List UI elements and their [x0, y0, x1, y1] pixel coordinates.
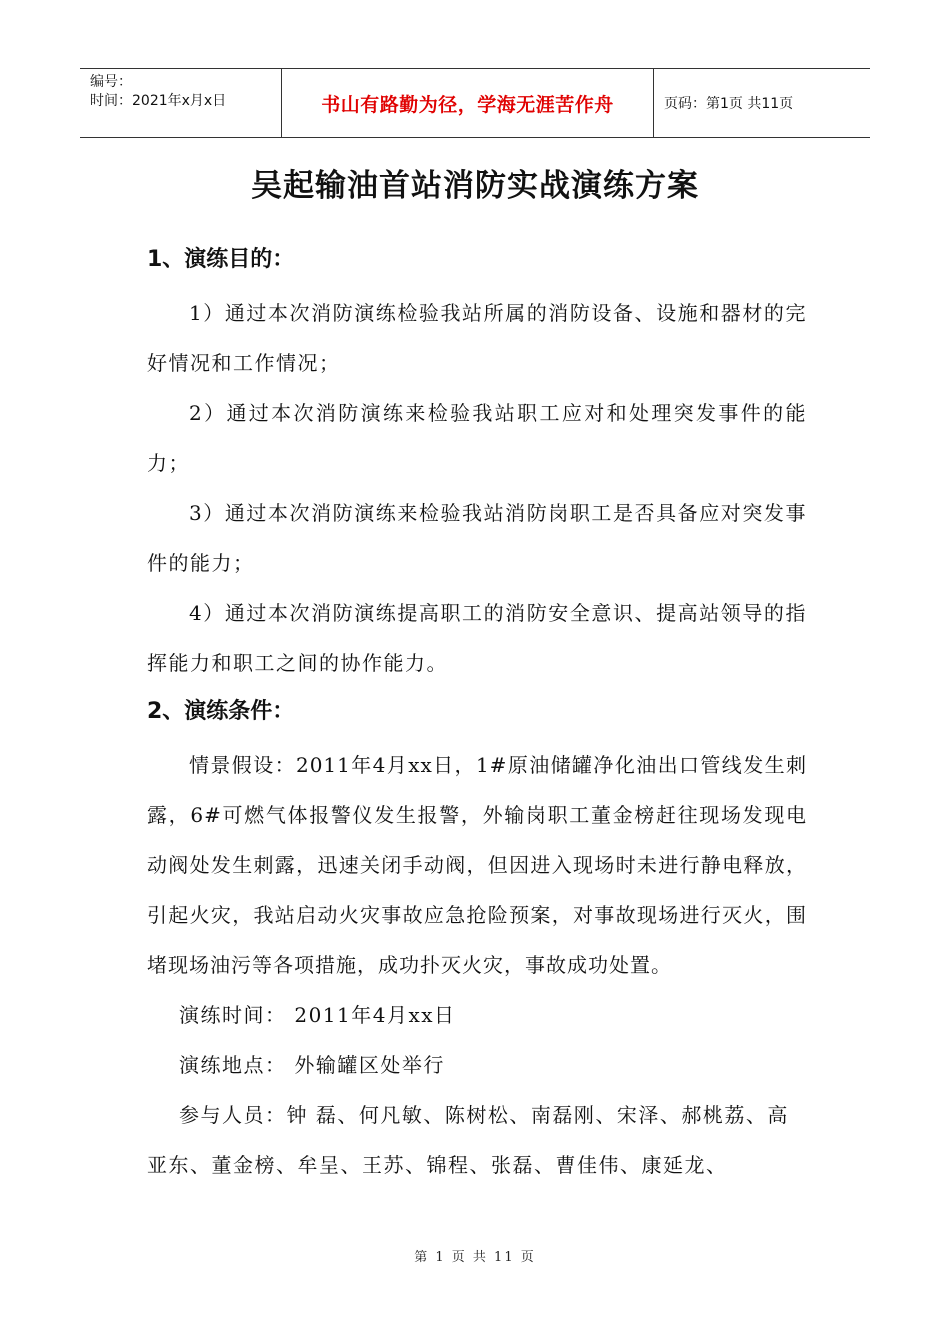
purpose-item-4: 4）通过本次消防演练提高职工的消防安全意识、提高站领导的指挥能力和职工之间的协作能力。	[147, 601, 807, 675]
document-number-label: 编号：	[90, 74, 132, 90]
section-1-heading: 1、演练目的：	[147, 247, 295, 272]
document-header	[80, 68, 870, 138]
purpose-item-2: 2）通过本次消防演练来检验我站职工应对和处理突发事件的能力；	[147, 401, 807, 475]
drill-time: 演练时间： 2011年4月xx日	[179, 1003, 456, 1027]
page-footer: 第 1 页 共 11 页	[414, 1250, 536, 1265]
document-time-label: 时间：2021年x月x日	[90, 93, 227, 109]
header-motto: 书山有路勤为径，学海无涯苦作舟	[282, 69, 654, 137]
drill-location: 演练地点： 外输罐区处举行	[179, 1053, 445, 1077]
purpose-item-1: 1）通过本次消防演练检验我站所属的消防设备、设施和器材的完好情况和工作情况；	[147, 301, 807, 375]
header-meta	[80, 69, 282, 137]
purpose-item-3: 3）通过本次消防演练来检验我站消防岗职工是否具备应对突发事件的能力；	[147, 501, 807, 575]
section-2-heading: 2、演练条件：	[147, 699, 295, 724]
header-page-info: 页码：第1页 共11页	[664, 96, 794, 112]
document-title: 吴起输油首站消防实战演练方案	[251, 168, 699, 204]
scenario-paragraph: 情景假设：2011年4月xx日，1#原油储罐净化油出口管线发生刺露，6#可燃气体报警仪发生报警，外输岗职工董金榜赶往现场发现电动阀处发生刺露，迅速关闭手动阀，但因进入现场时未进行静电释放，引起火灾，我站启动火灾事故应急抢险预案，对事故现场进行灭火，围堵现场油污等各项措施，成功扑灭火灾，事故成功处置。	[147, 753, 807, 977]
drill-participants: 参与人员：钟 磊、何凡敏、陈树松、南磊刚、宋泽、郝桃荔、高亚东、董金榜、牟呈、王苏、锦程、张磊、曹佳伟、康延龙、	[147, 1103, 789, 1177]
document-body	[147, 240, 807, 1190]
